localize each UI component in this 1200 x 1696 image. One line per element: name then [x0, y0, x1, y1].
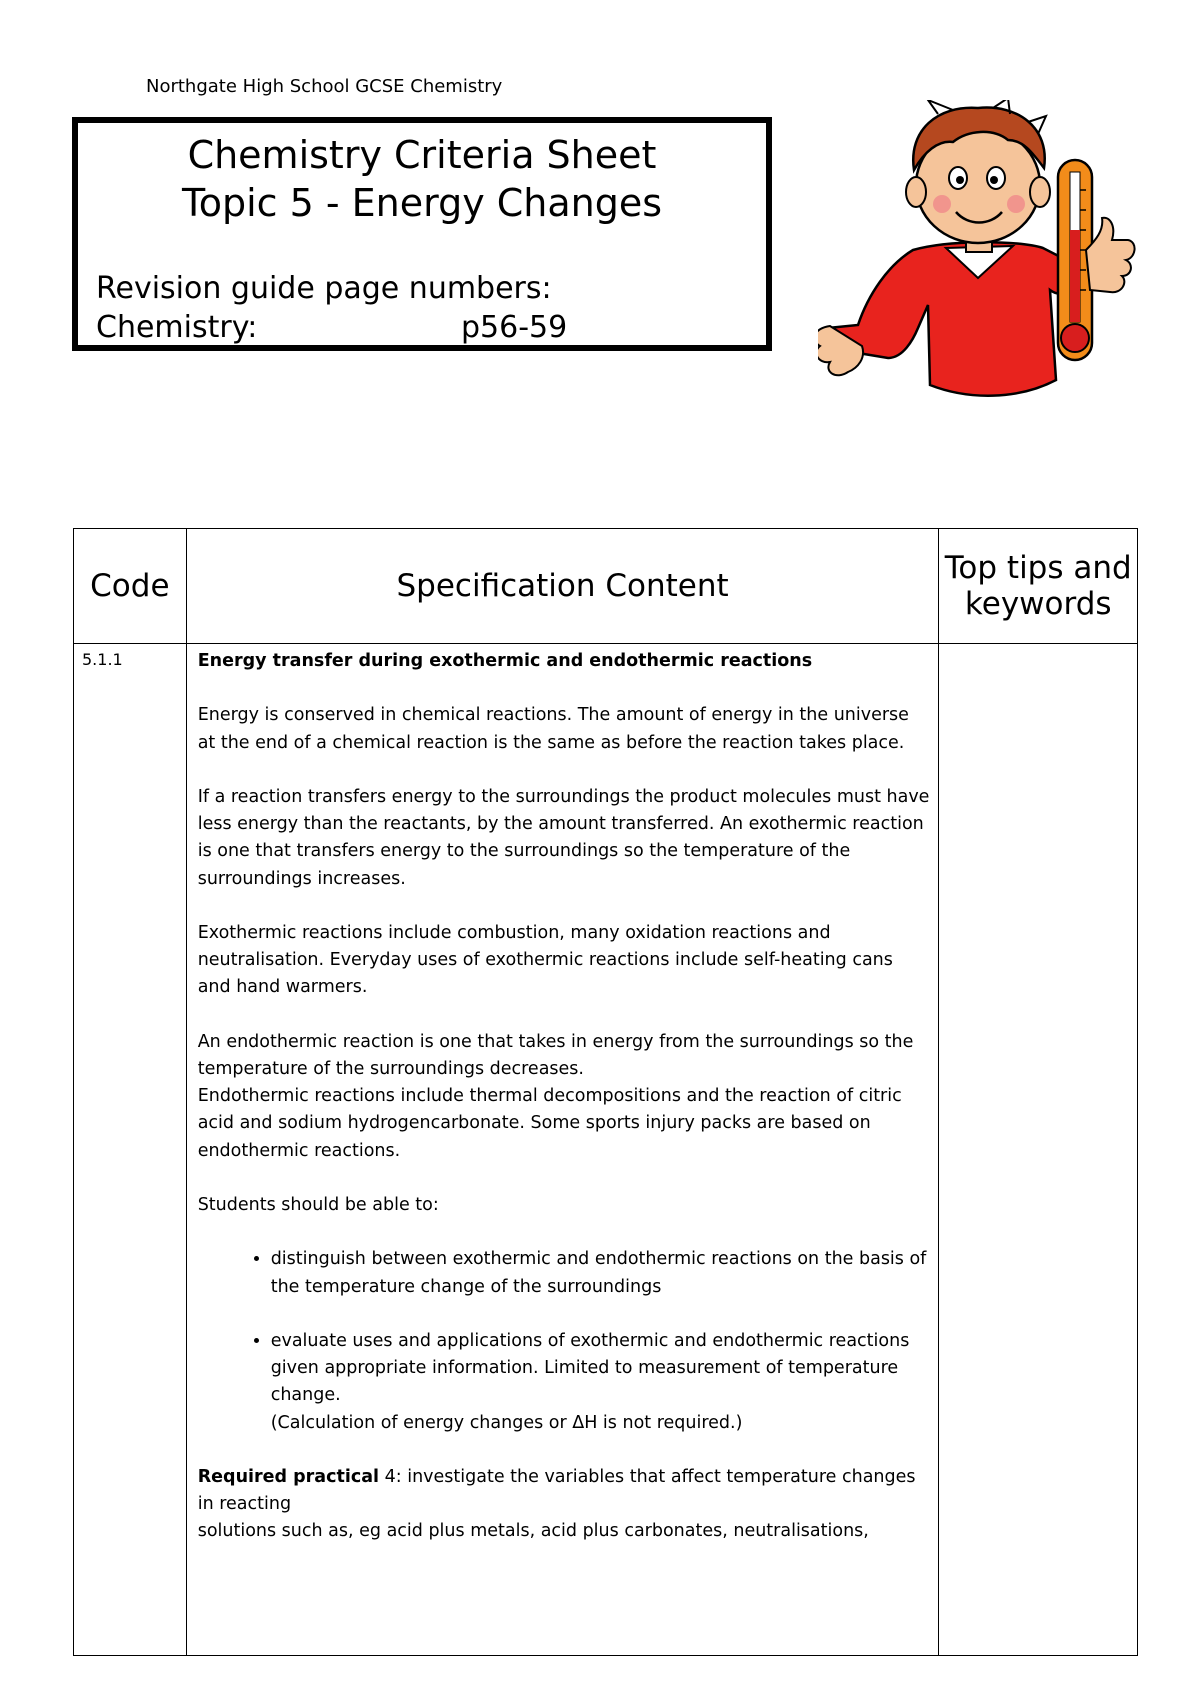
practical-text-continued: solutions such as, eg acid plus metals, acid plus carbonates, neutralisations, [197, 1521, 869, 1542]
paragraph-endothermic-definition: An endothermic reaction is one that takes in energy from the surroundings so the temperature of the surroundings decreases. [197, 1031, 914, 1079]
chemistry-label: Chemistry: [96, 310, 258, 345]
illustration-svg [818, 100, 1148, 410]
paragraph-exothermic-examples: Exothermic reactions include combustion, many oxidation reactions and neutralisation. Everyday uses of exothermic reactions include self-heating cans and hand warmers. [197, 922, 893, 998]
section-heading: Energy transfer during exothermic and endothermic reactions [197, 651, 813, 671]
paragraph-energy-conserved: Energy is conserved in chemical reactions. The amount of energy in the universe at the end of a chemical reaction is the same as before the reaction takes place. [197, 705, 909, 753]
revision-label: Revision guide page numbers: [96, 271, 552, 306]
row-tips [939, 644, 1138, 1656]
specification-table [73, 528, 1138, 1656]
table-header-row [74, 529, 1138, 644]
tips-column-header: Top tips and keywords [939, 529, 1138, 644]
practical-text: : investigate the variables that affect temperature changes in reacting [197, 1466, 916, 1515]
required-practical [198, 1464, 930, 1546]
practical-label: Required practical [197, 1466, 380, 1487]
row-code: 5.1.1 [74, 644, 187, 1656]
table-row [74, 644, 1138, 1656]
row-content [188, 645, 938, 1654]
paragraph-exothermic-definition: If a reaction transfers energy to the surroundings the product molecules must have less energy than the reactants, by the amount transferred. An exothermic reaction is one that transfers energy to the surroundings so the temperature of the surroundings increases. [197, 786, 930, 889]
list-item [271, 1328, 930, 1437]
code-column-header: Code [74, 529, 187, 644]
topic-title: Topic 5 - Energy Changes [181, 181, 663, 225]
bullet-note: (Calculation of energy changes or ΔH is not required.) [270, 1412, 743, 1433]
school-header: Northgate High School GCSE Chemistry [146, 76, 503, 97]
list-item: • distinguish between exothermic and endothermic reactions on the basis of the temperature change of the surroundings [271, 1246, 930, 1300]
bullet-text: evaluate uses and applications of exothermic and endothermic reactions given appropriate information. Limited to measurement of temperature change. [270, 1330, 910, 1406]
row-content-cell [186, 644, 939, 1656]
objectives-list [198, 1246, 930, 1436]
paragraph-endothermic-examples: Endothermic reactions include thermal decompositions and the reaction of citric acid and sodium hydrogencarbonate. Some sports injury packs are based on endothermic reactions. [197, 1086, 902, 1161]
chemistry-page-range: p56-59 [461, 310, 568, 345]
chemistry-pages-line [96, 310, 568, 345]
practical-number: 4 [384, 1466, 396, 1487]
boy-with-thermometer-illustration [818, 100, 1148, 410]
content-column-header: Specification Content [186, 529, 939, 644]
students-label: Students should be able to: [197, 1194, 439, 1215]
sheet-title: Chemistry Criteria Sheet [187, 133, 657, 177]
title-box [72, 117, 772, 351]
